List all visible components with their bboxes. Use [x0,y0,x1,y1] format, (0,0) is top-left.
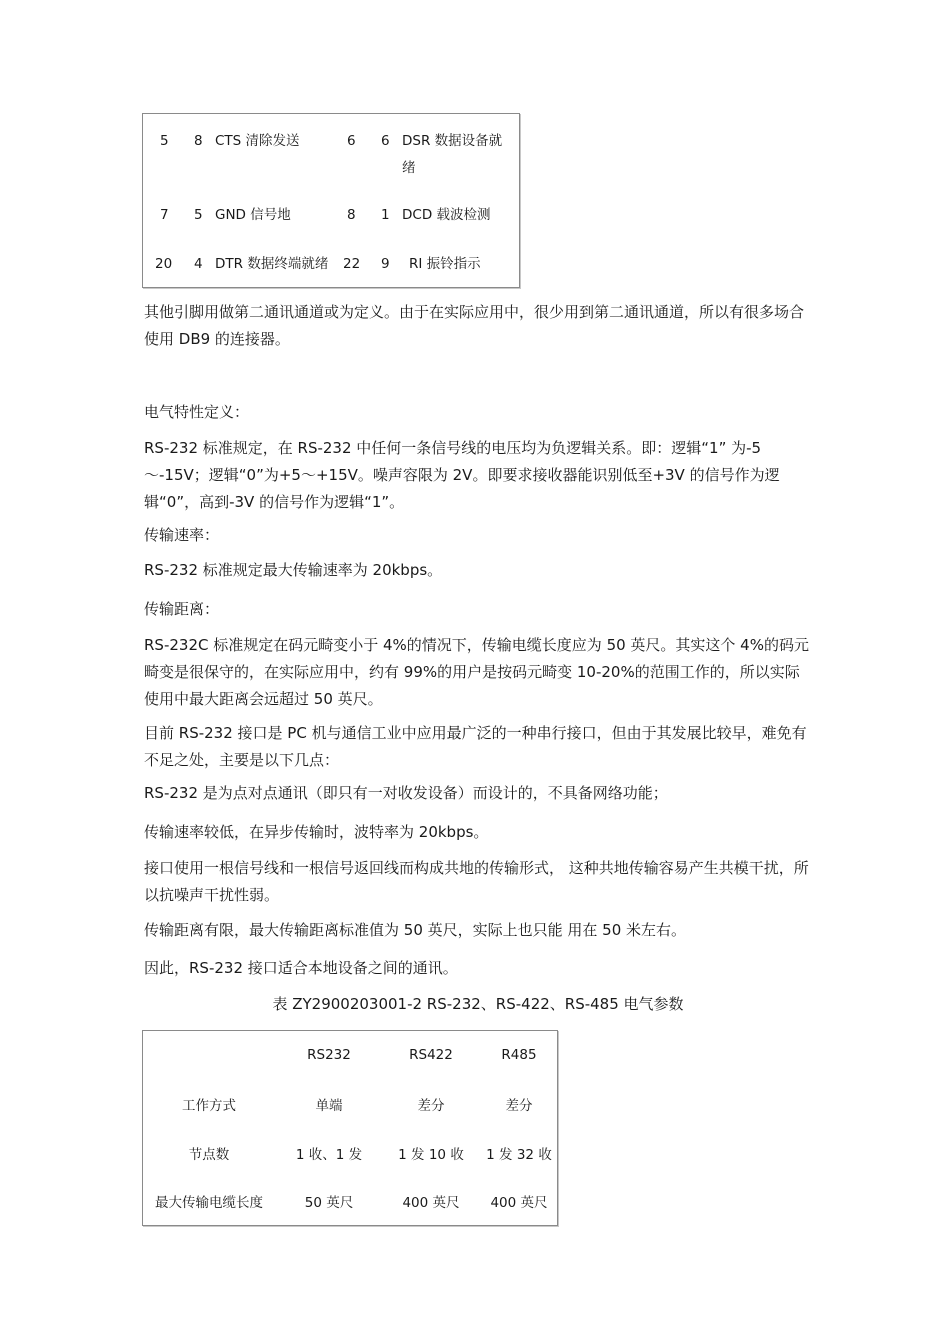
table-cell: DTR 数据终端就绪 [215,256,329,272]
table-cell: 差分 [505,1098,533,1114]
table-cell: 4 [194,256,203,272]
table-cell: 差分 [417,1098,445,1114]
table-cell: 1 收、1 发 [295,1147,363,1163]
table-cell: 9 [381,256,390,272]
pin-definition-table [142,113,520,288]
table-header-cell: RS232 [307,1047,351,1063]
table-cell: 22 [343,256,361,272]
table-cell: 最大传输电缆长度 [155,1195,263,1211]
table-cell: 6 [347,133,356,149]
paragraph-transfer-rate: RS-232 标准规定最大传输速率为 20kbps。 [144,561,443,579]
table-cell: 节点数 [188,1147,230,1163]
table-header-cell: RS422 [409,1047,453,1063]
table-header-cell: R485 [501,1047,537,1063]
heading-transfer-rate: 传输速率： [144,526,220,544]
paragraph-shortcomings: 目前 RS-232 接口是 PC 机与通信工业中应用最广泛的一种串行接口，但由于其发展比较早，难免有不足之处，主要是以下几点： [144,724,807,769]
table-cell: 20 [155,256,173,272]
table-cell: 1 [381,207,390,223]
table-cell: DSR 数据设备就绪 [402,133,503,176]
table-cell: 8 [194,133,203,149]
paragraph-common-ground: 接口使用一根信号线和一根信号返回线而构成共地的传输形式， 这种共地传输容易产生共模干扰，所以抗噪声干扰性弱。 [144,859,809,904]
table-cell: 7 [160,207,169,223]
paragraph-electrical: RS-232 标准规定，在 RS-232 中任何一条信号线的电压均为负逻辑关系。即：逻辑“1” 为-5～-15V；逻辑“0”为+5～+15V。噪声容限为 2V。即要求接收器能识别低至+3V 的信号作为逻辑“0”，高到-3V 的信号作为逻辑“1”。 [144,439,780,511]
paragraph-point-to-point: RS-232 是为点对点通讯（即只有一对收发设备）而设计的，不具备网络功能； [144,784,668,802]
table-cell: RI 振铃指示 [409,256,481,272]
table-cell: 工作方式 [182,1098,236,1114]
paragraph-db9-note: 其他引脚用做第二通讯通道或为定义。由于在实际应用中，很少用到第二通讯通道，所以有很多场合使用 DB9 的连接器。 [144,303,805,348]
table-caption: 表 ZY2900203001-2 RS-232、RS-422、RS-485 电气参数 [272,995,684,1013]
paragraph-limited-distance: 传输距离有限，最大传输距离标准值为 50 英尺，实际上也只能 用在 50 米左右。 [144,921,687,939]
table-cell: 6 [381,133,390,149]
paragraph-transfer-distance: RS-232C 标准规定在码元畸变小于 4%的情况下，传输电缆长度应为 50 英尺。其实这个 4%的码元畸变是很保守的，在实际应用中，约有 99%的用户是按码元畸变 10-20%的范围工作的，所以实际使用中最大距离会远超过 50 英尺。 [144,636,809,708]
paragraph-conclusion: 因此，RS-232 接口适合本地设备之间的通讯。 [144,959,458,977]
table-cell: 400 英尺 [490,1195,548,1211]
table-cell: GND 信号地 [215,207,291,223]
table-cell: 8 [347,207,356,223]
electrical-parameter-table [142,1030,558,1226]
table-cell: 400 英尺 [402,1195,460,1211]
paragraph-low-rate: 传输速率较低，在异步传输时，波特率为 20kbps。 [144,823,489,841]
table-cell: CTS 清除发送 [215,133,300,149]
heading-electrical: 电气特性定义： [144,403,250,421]
table-cell: 50 英尺 [304,1195,354,1211]
table-cell: 1 发 32 收 [486,1147,552,1163]
table-cell: 1 发 10 收 [398,1147,464,1163]
heading-transfer-distance: 传输距离： [144,600,220,618]
table-cell: 5 [194,207,203,223]
table-cell: 5 [160,133,169,149]
table-cell: 单端 [315,1098,343,1114]
table-cell: DCD 载波检测 [402,207,491,223]
